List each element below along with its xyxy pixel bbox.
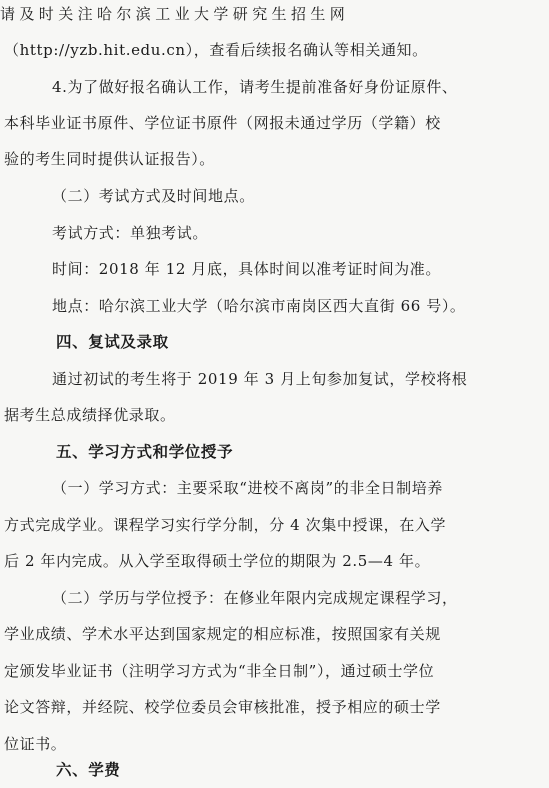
text-line: 验的考生同时提供认证报告）。 bbox=[4, 150, 215, 168]
section-heading: 四、复试及录取 bbox=[56, 333, 169, 351]
text-line: 方式完成学业。课程学习实行学分制，分 4 次集中授课，在入学 bbox=[4, 516, 447, 534]
text-line: （二）学历与学位授予：在修业年限内完成规定课程学习， bbox=[52, 589, 458, 607]
text-line: 论文答辩，并经院、校学位委员会审核批准，授予相应的硕士学 bbox=[4, 698, 441, 716]
text-line: 请及时关注哈尔滨工业大学研究生招生网 bbox=[0, 5, 350, 23]
text-line: 学业成绩、学术水平达到国家规定的相应标准，按照国家有关规 bbox=[4, 625, 441, 643]
text-line: 位证书。 bbox=[4, 735, 67, 753]
text-line: 通过初试的考生将于 2019 年 3 月上旬参加复试，学校将根 bbox=[52, 370, 468, 388]
text-line: 地点：哈尔滨工业大学（哈尔滨市南岗区西大直街 66 号）。 bbox=[52, 297, 466, 315]
text-line: 本科毕业证书原件、学位证书原件（网报未通过学历（学籍）校 bbox=[4, 114, 441, 132]
text-line: 考试方式：单独考试。 bbox=[52, 224, 209, 242]
text-line: （http://yzb.hit.edu.cn），查看后续报名确认等相关通知。 bbox=[4, 41, 428, 59]
section-heading: 六、学费 bbox=[56, 761, 121, 779]
text-line: 时间：2018 年 12 月底，具体时间以准考证时间为准。 bbox=[52, 260, 441, 278]
section-heading: 五、学习方式和学位授予 bbox=[56, 443, 234, 461]
text-line: 据考生总成绩择优录取。 bbox=[4, 406, 176, 424]
text-line: 定颁发毕业证书（注明学习方式为“非全日制”），通过硕士学位 bbox=[4, 662, 435, 680]
text-line: 4.为了做好报名确认工作，请考生提前准备好身份证原件、 bbox=[52, 78, 458, 96]
text-line: （一）学习方式：主要采取“进校不离岗”的非全日制培养 bbox=[52, 479, 443, 497]
text-line: 后 2 年内完成。从入学至取得硕士学位的期限为 2.5—4 年。 bbox=[4, 552, 431, 570]
text-line: （二）考试方式及时间地点。 bbox=[52, 187, 255, 205]
